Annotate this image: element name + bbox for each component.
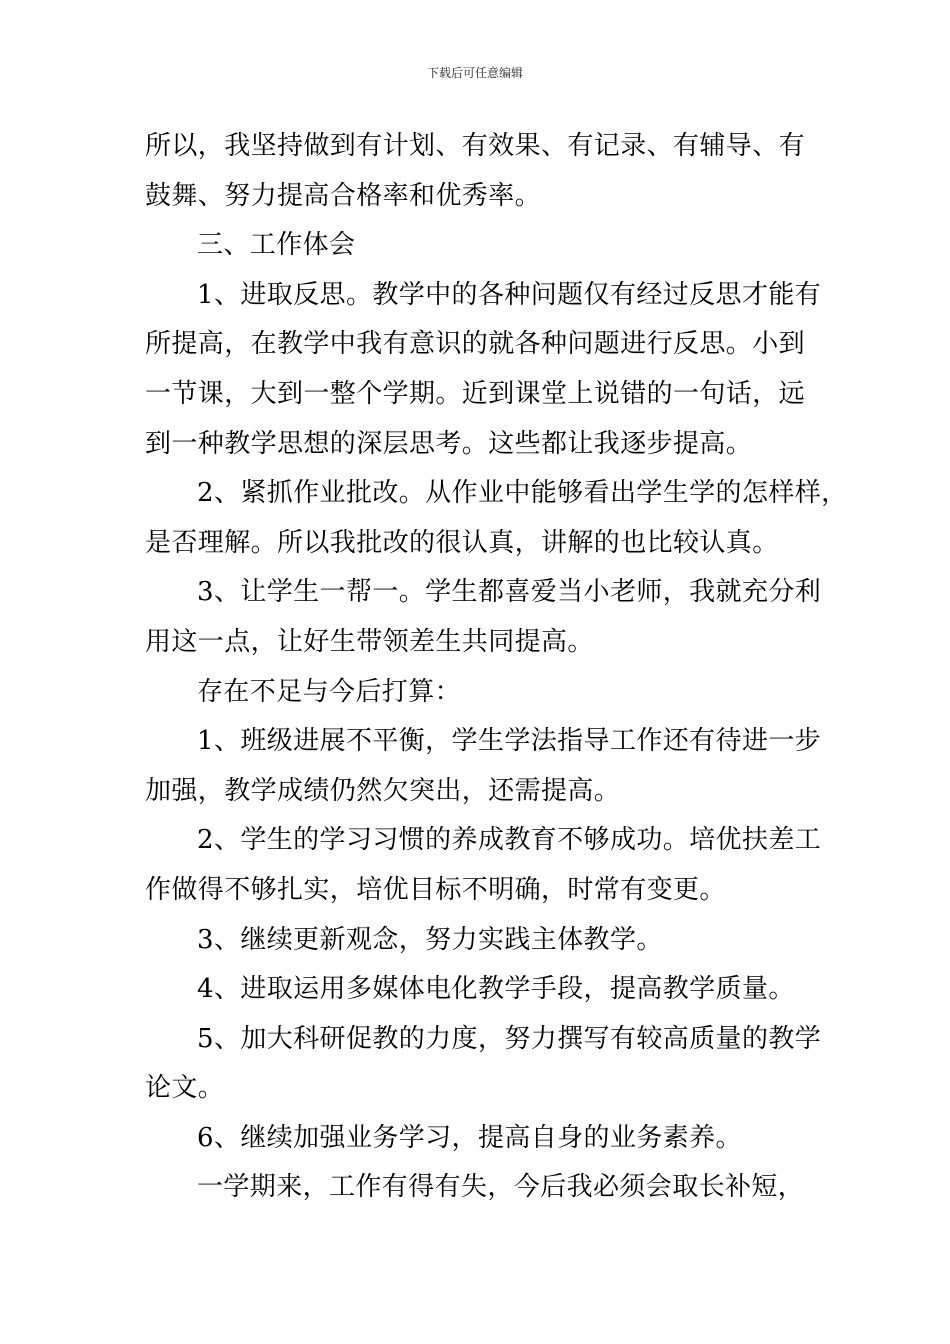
text-line: 1、班级进展不平衡，学生学法指导工作还有待进一步 xyxy=(197,726,822,757)
text-line: 加强，教学成绩仍然欠突出，还需提高。 xyxy=(145,775,621,806)
text-line: 4、进取运用多媒体电化教学手段，提高教学质量。 xyxy=(197,974,795,1005)
text-line: 所以，我坚持做到有计划、有效果、有记录、有辅导、有 xyxy=(145,131,806,161)
text-line: 作做得不够扎实，培优目标不明确，时常有变更。 xyxy=(145,874,726,905)
text-line: 一学期来，工作有得有失，今后我必须会取长补短， xyxy=(197,1172,805,1203)
text-line: 6、继续加强业务学习，提高自身的业务素养。 xyxy=(197,1122,742,1153)
text-line: 是否理解。所以我批改的很认真，讲解的也比较认真。 xyxy=(145,527,779,558)
text-line: 到一种教学思想的深层思考。这些都让我逐步提高。 xyxy=(145,428,753,459)
page-header: 下载后可任意编辑 xyxy=(426,66,523,80)
text-line: 论文。 xyxy=(145,1073,225,1104)
text-line: 一节课，大到一整个学期。近到课堂上说错的一句话，远 xyxy=(145,378,806,409)
text-line: 2、学生的学习习惯的养成教育不够成功。培优扶差工 xyxy=(197,825,822,856)
text-line: 鼓舞、努力提高合格率和优秀率。 xyxy=(145,180,542,211)
document-body xyxy=(145,122,848,1213)
text-line: 3、继续更新观念，努力实践主体教学。 xyxy=(197,924,663,955)
text-line: 2、紧抓作业批改。从作业中能够看出学生学的怎样样， xyxy=(197,478,848,509)
text-line: 存在不足与今后打算： xyxy=(197,676,462,707)
text-line: 3、让学生一帮一。学生都喜爱当小老师，我就充分利 xyxy=(197,577,822,608)
text-line: 用这一点，让好生带领差生共同提高。 xyxy=(145,626,594,657)
text-line: 1、进取反思。教学中的各种问题仅有经过反思才能有 xyxy=(197,279,822,310)
text-line: 所提高，在教学中我有意识的就各种问题进行反思。小到 xyxy=(145,329,806,360)
text-line: 5、加大科研促教的力度，努力撰写有较高质量的教学 xyxy=(197,1023,822,1054)
text-line: 三、工作体会 xyxy=(197,230,356,261)
